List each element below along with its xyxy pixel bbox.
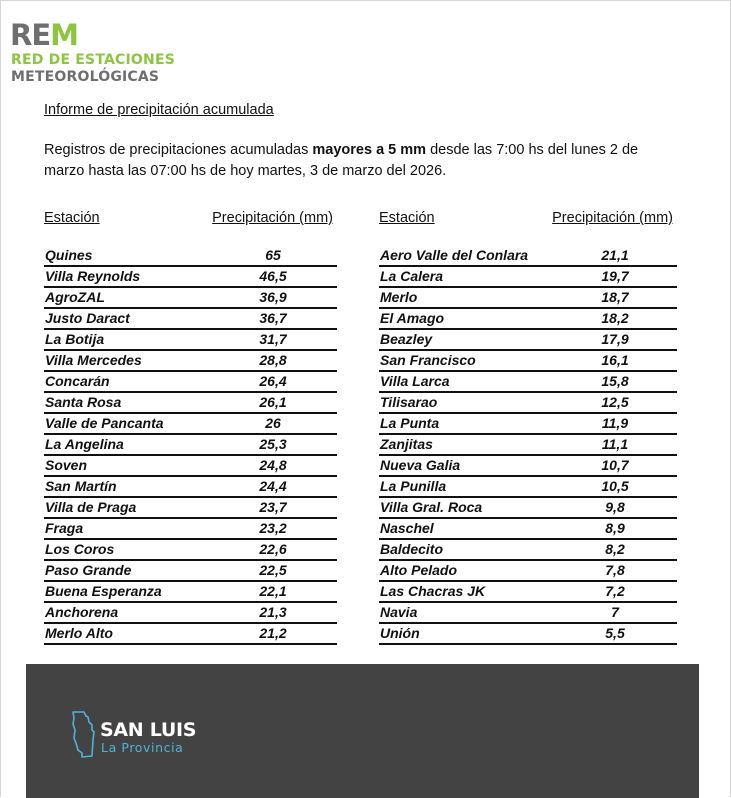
precip-table-left <box>44 208 337 645</box>
precip-value: 8,2 <box>605 541 625 557</box>
table-row <box>44 267 337 288</box>
station-name: Las Chacras JK <box>380 583 486 599</box>
precip-value: 28,8 <box>259 352 287 368</box>
table-row <box>379 414 677 435</box>
precip-value: 7,8 <box>605 562 625 578</box>
station-name: Villa Reynolds <box>45 268 141 284</box>
station-name: Los Coros <box>45 541 115 557</box>
precip-value: 12,5 <box>601 394 629 410</box>
precip-value: 36,9 <box>259 289 287 305</box>
precip-value: 8,9 <box>605 520 625 536</box>
footer-banner <box>26 664 699 798</box>
station-name: Concarán <box>45 373 110 389</box>
table-row <box>379 246 677 267</box>
station-name: Villa de Praga <box>45 499 137 515</box>
station-name: Justo Daract <box>45 310 130 326</box>
station-name: Beazley <box>380 331 433 347</box>
station-name: Santa Rosa <box>45 394 122 410</box>
table-row <box>44 288 337 309</box>
table-header <box>379 208 677 246</box>
station-name: Quines <box>45 247 93 263</box>
footer-brand-sub: La Provincia <box>101 740 184 755</box>
station-name: La Punilla <box>380 478 447 494</box>
precip-value: 15,8 <box>601 373 629 389</box>
station-name: La Calera <box>380 268 444 284</box>
station-name: Anchorena <box>45 604 119 620</box>
table-row <box>379 477 677 498</box>
precip-value: 36,7 <box>259 310 287 326</box>
table-row <box>379 582 677 603</box>
station-name: Zanjitas <box>380 436 433 452</box>
table-row <box>44 414 337 435</box>
logo-subtitle-2: METEOROLÓGICAS <box>11 69 160 85</box>
precip-value: 10,7 <box>601 457 629 473</box>
table-rows <box>379 246 677 645</box>
precip-value: 21,2 <box>259 625 287 641</box>
footer-brand-name: SAN LUIS <box>100 719 197 741</box>
table-row <box>379 267 677 288</box>
precip-value: 21,1 <box>601 247 629 263</box>
table-row <box>379 456 677 477</box>
station-name: Merlo <box>380 289 418 305</box>
table-row <box>379 498 677 519</box>
precip-value: 9,8 <box>605 499 625 515</box>
table-row <box>379 540 677 561</box>
station-name: AgroZAL <box>45 289 105 305</box>
report-intro: Registros de precipitaciones acumuladas mayores a 5 mm desde las 7:00 hs del lunes 2 de marzo hasta las 07:00 hs de hoy martes, 3 de marzo del 2026. <box>44 142 639 179</box>
station-name: Paso Grande <box>45 562 132 578</box>
station-name: Buena Esperanza <box>45 583 162 599</box>
table-row <box>44 498 337 519</box>
precip-value: 19,7 <box>601 268 629 284</box>
station-name: Fraga <box>45 520 84 536</box>
station-name: El Amago <box>380 310 445 326</box>
table-row <box>44 624 337 645</box>
precip-value: 18,2 <box>601 310 629 326</box>
precip-value: 23,2 <box>259 520 287 536</box>
table-row <box>44 603 337 624</box>
report-title: Informe de precipitación acumulada <box>44 102 274 118</box>
precip-value: 22,1 <box>259 583 287 599</box>
station-name: Tilisarao <box>380 394 438 410</box>
precip-value: 26,4 <box>259 373 287 389</box>
precip-value: 7 <box>611 604 619 620</box>
station-name: Soven <box>45 457 88 473</box>
precip-value: 10,5 <box>601 478 629 494</box>
column-header-station: Estación <box>379 210 435 226</box>
table-row <box>379 372 677 393</box>
precip-value: 65 <box>265 247 281 263</box>
column-header-precip: Precipitación (mm) <box>212 210 333 226</box>
precip-value: 24,8 <box>259 457 287 473</box>
table-row <box>44 540 337 561</box>
table-row <box>379 435 677 456</box>
table-rows <box>44 246 337 645</box>
table-row <box>44 393 337 414</box>
rem-logo: REM <box>10 18 78 52</box>
station-name: Merlo Alto <box>45 625 113 641</box>
table-row <box>44 582 337 603</box>
precip-value: 25,3 <box>259 436 287 452</box>
column-header-precip: Precipitación (mm) <box>552 210 673 226</box>
table-row <box>44 561 337 582</box>
table-row <box>44 351 337 372</box>
precip-value: 18,7 <box>601 289 629 305</box>
table-row <box>379 624 677 645</box>
table-row <box>44 372 337 393</box>
station-name: Naschel <box>380 520 434 536</box>
table-row <box>379 393 677 414</box>
precip-value: 31,7 <box>259 331 287 347</box>
station-name: Unión <box>380 625 420 641</box>
precip-value: 22,6 <box>259 541 287 557</box>
table-row <box>44 519 337 540</box>
station-name: Aero Valle del Conlara <box>380 247 529 263</box>
table-header <box>44 208 337 246</box>
table-row <box>379 330 677 351</box>
precip-value: 17,9 <box>601 331 629 347</box>
precip-value: 24,4 <box>259 478 287 494</box>
column-header-station: Estación <box>44 210 100 226</box>
station-name: La Punta <box>380 415 440 431</box>
precip-value: 22,5 <box>259 562 287 578</box>
station-name: Villa Gral. Roca <box>380 499 483 515</box>
precip-value: 11,9 <box>601 415 629 431</box>
table-row <box>44 456 337 477</box>
station-name: San Martín <box>45 478 117 494</box>
station-name: Villa Larca <box>380 373 450 389</box>
station-name: Navia <box>380 604 418 620</box>
table-row <box>379 351 677 372</box>
precip-value: 23,7 <box>259 499 287 515</box>
station-name: Valle de Pancanta <box>45 415 164 431</box>
station-name: Nueva Galia <box>380 457 461 473</box>
station-name: Alto Pelado <box>380 562 458 578</box>
precip-value: 26 <box>265 415 281 431</box>
table-row <box>44 246 337 267</box>
station-name: Villa Mercedes <box>45 352 142 368</box>
table-row <box>379 519 677 540</box>
precip-value: 21,3 <box>259 604 287 620</box>
precip-value: 16,1 <box>601 352 629 368</box>
precip-value: 7,2 <box>605 583 625 599</box>
logo-subtitle-1: RED DE ESTACIONES <box>11 52 175 68</box>
table-row <box>379 288 677 309</box>
table-row <box>44 435 337 456</box>
table-row <box>379 561 677 582</box>
table-row <box>379 309 677 330</box>
precip-value: 26,1 <box>259 394 287 410</box>
precip-value: 11,1 <box>601 436 629 452</box>
san-luis-map-icon <box>70 710 96 760</box>
precip-value: 46,5 <box>259 268 287 284</box>
station-name: La Angelina <box>45 436 124 452</box>
station-name: La Botija <box>45 331 105 347</box>
table-row <box>44 309 337 330</box>
precip-table-right <box>379 208 677 645</box>
station-name: San Francisco <box>380 352 476 368</box>
table-row <box>379 603 677 624</box>
station-name: Baldecito <box>380 541 444 557</box>
table-row <box>44 477 337 498</box>
precip-value: 5,5 <box>605 625 625 641</box>
table-row <box>44 330 337 351</box>
